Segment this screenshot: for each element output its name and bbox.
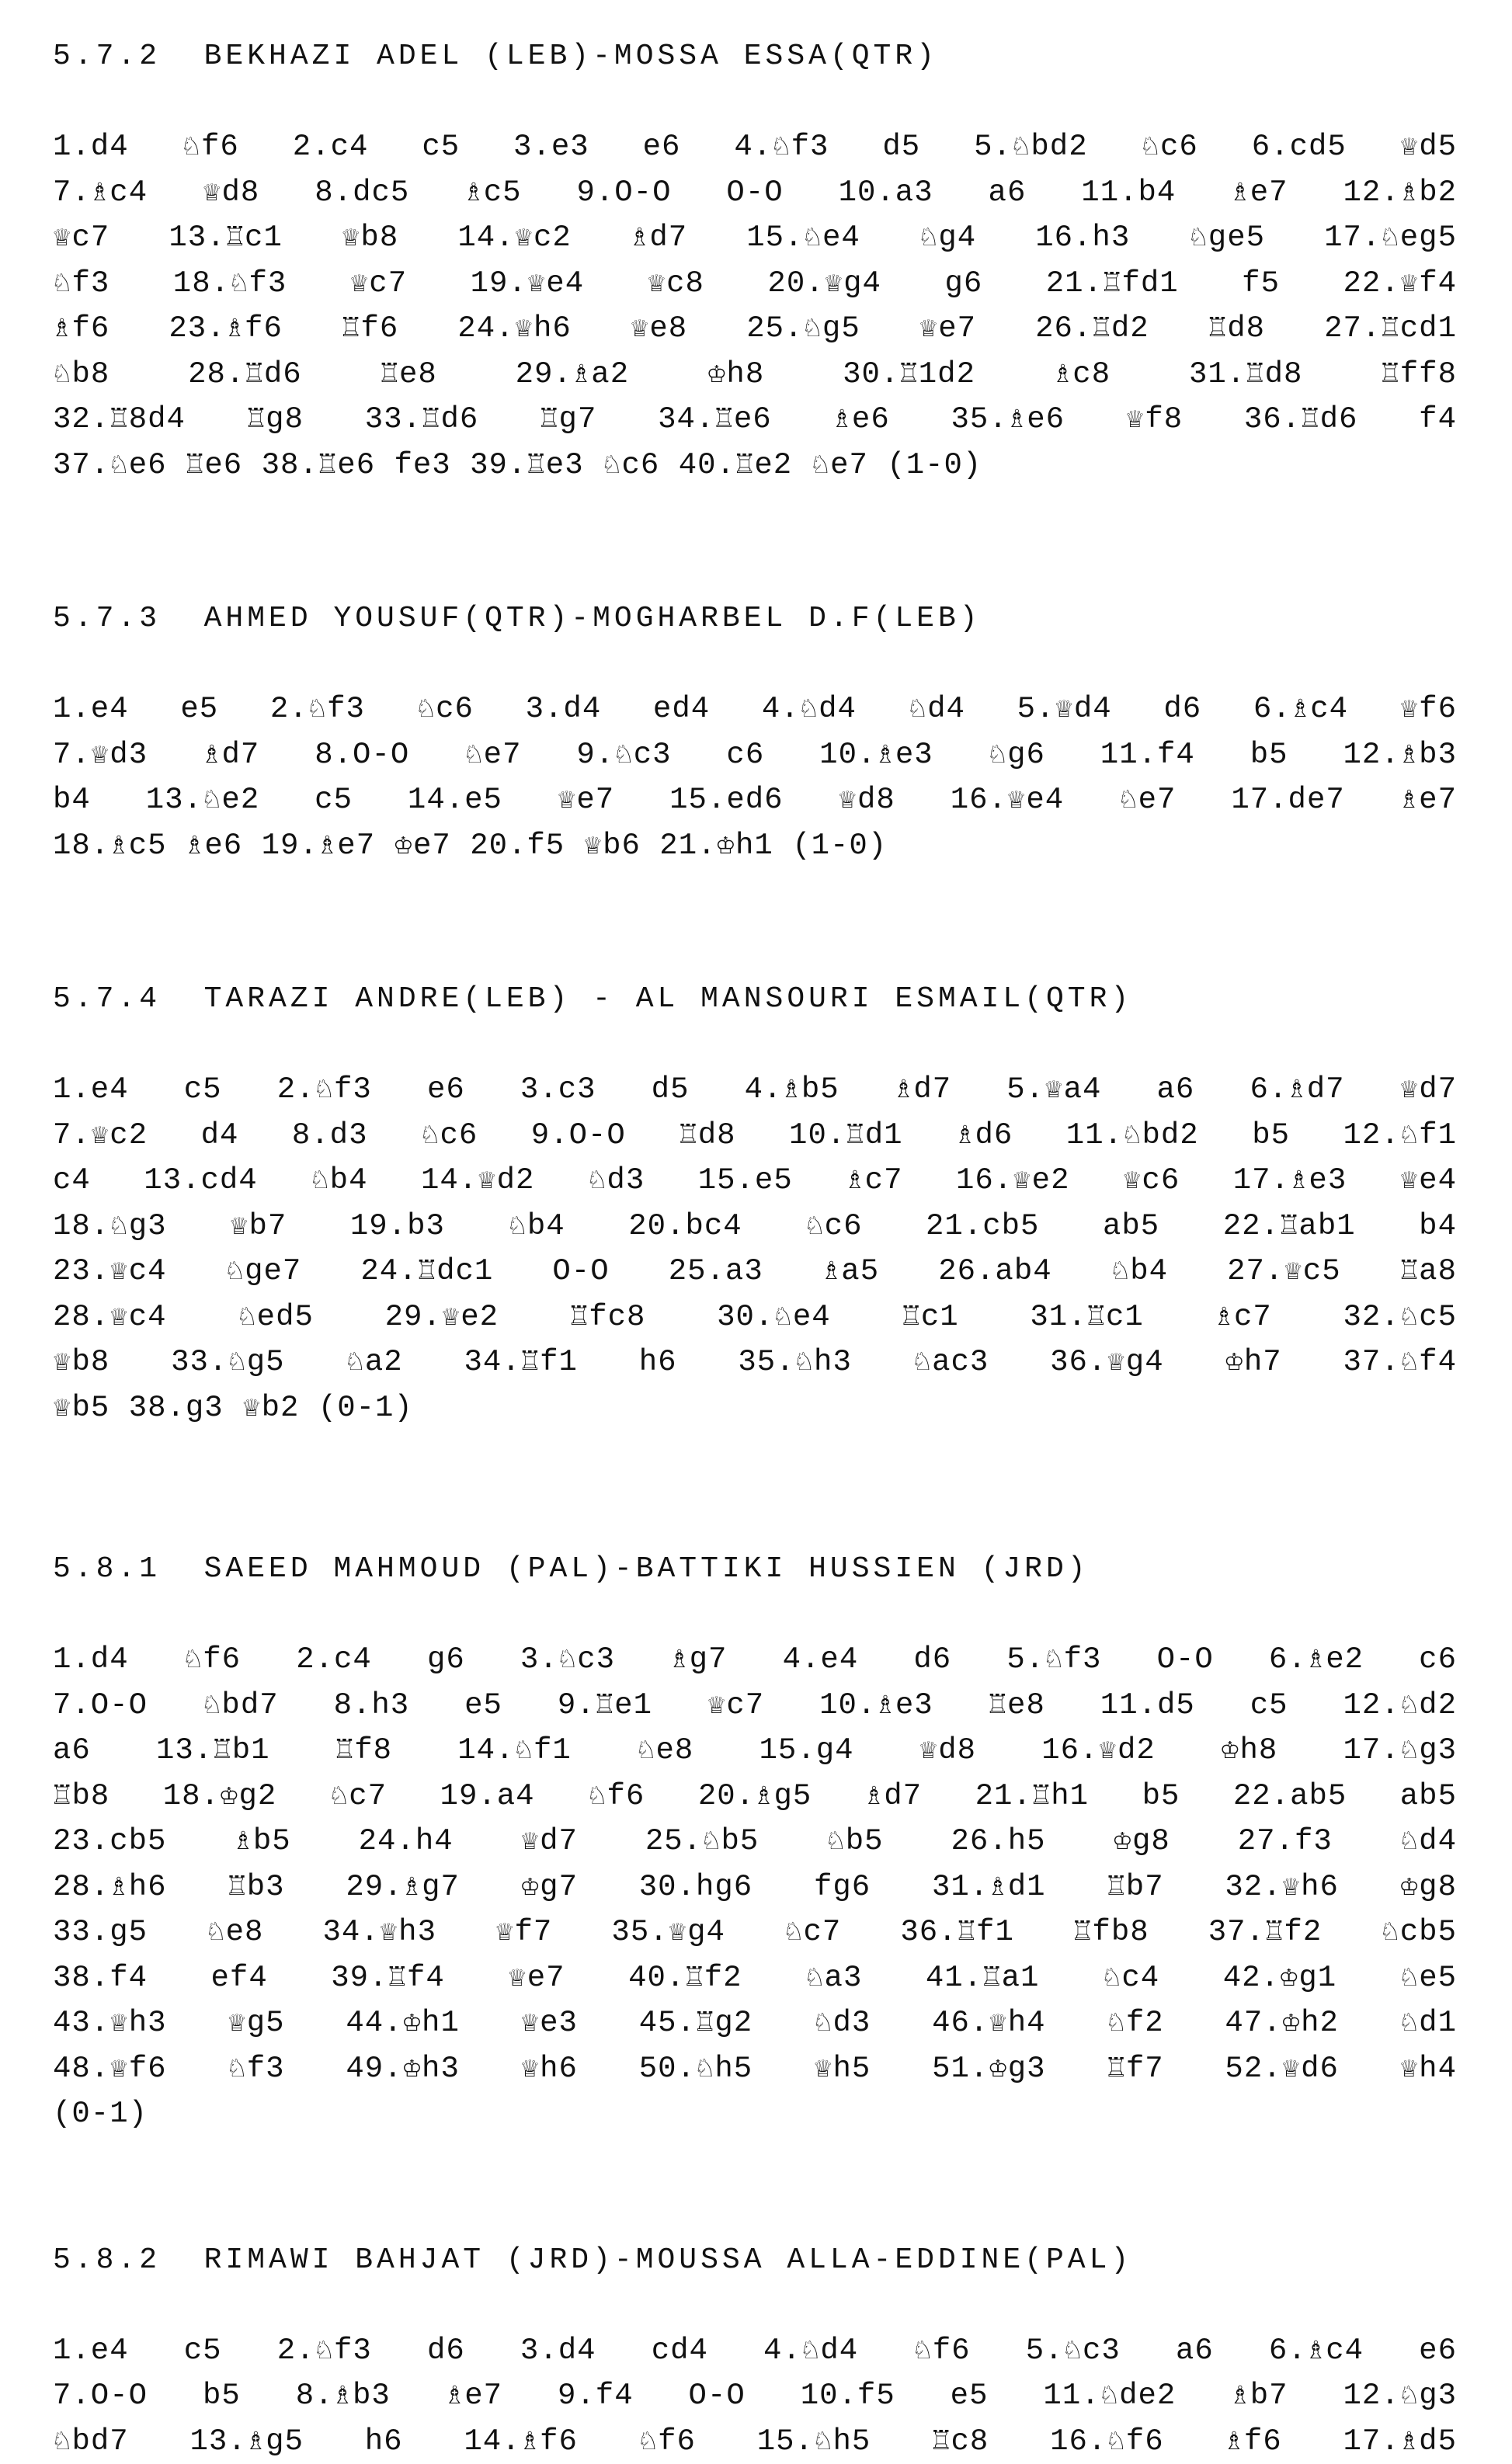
move-line: 7.♗c4 ♕d8 8.dc5 ♗c5 9.O-O O-O 10.a3 a6 11.b4 ♗e7 12.♗b2	[53, 170, 1457, 216]
move-line: 7.O-O ♘bd7 8.h3 e5 9.♖e1 ♕c7 10.♗e3 ♖e8 11.d5 c5 12.♘d2	[53, 1683, 1457, 1729]
move-line: ♘b8 28.♖d6 ♖e8 29.♗a2 ♔h8 30.♖1d2 ♗c8 31.♖d8 ♖ff8	[53, 352, 1457, 398]
move-line: c4 13.cd4 ♘b4 14.♕d2 ♘d3 15.e5 ♗c7 16.♕e2 ♕c6 17.♗e3 ♕e4	[53, 1158, 1457, 1204]
game-title: 5.7.4 TARAZI ANDRE(LEB) - AL MANSOURI ESMAIL(QTR)	[53, 977, 1457, 1022]
move-line: ♖b8 18.♔g2 ♘c7 19.a4 ♘f6 20.♗g5 ♗d7 21.♖h1 b5 22.ab5 ab5	[53, 1774, 1457, 1819]
game-record	[53, 977, 1457, 1430]
move-line: 37.♘e6 ♖e6 38.♖e6 fe3 39.♖e3 ♘c6 40.♖e2 ♘e7 (1-0)	[53, 443, 1457, 488]
document-page	[53, 34, 1457, 2464]
move-line: 18.♗c5 ♗e6 19.♗e7 ♔e7 20.f5 ♕b6 21.♔h1 (1-0)	[53, 823, 1457, 869]
game-title: 5.8.2 RIMAWI BAHJAT (JRD)-MOUSSA ALLA-EDDINE(PAL)	[53, 2238, 1457, 2283]
move-line: 7.♕d3 ♗d7 8.O-O ♘e7 9.♘c3 c6 10.♗e3 ♘g6 11.f4 b5 12.♗b3	[53, 732, 1457, 778]
move-line: 1.d4 ♘f6 2.c4 g6 3.♘c3 ♗g7 4.e4 d6 5.♘f3 O-O 6.♗e2 c6	[53, 1637, 1457, 1683]
move-line: b4 13.♘e2 c5 14.e5 ♕e7 15.ed6 ♕d8 16.♕e4 ♘e7 17.de7 ♗e7	[53, 777, 1457, 823]
move-line: 33.g5 ♘e8 34.♕h3 ♕f7 35.♕g4 ♘c7 36.♖f1 ♖fb8 37.♖f2 ♘cb5	[53, 1910, 1457, 1955]
move-line: 1.e4 e5 2.♘f3 ♘c6 3.d4 ed4 4.♘d4 ♘d4 5.♕d4 d6 6.♗c4 ♕f6	[53, 686, 1457, 732]
move-line: 7.♕c2 d4 8.d3 ♘c6 9.O-O ♖d8 10.♖d1 ♗d6 11.♘bd2 b5 12.♘f1	[53, 1113, 1457, 1159]
game-record	[53, 34, 1457, 488]
move-line: 23.♕c4 ♘ge7 24.♖dc1 O-O 25.a3 ♗a5 26.ab4 ♘b4 27.♕c5 ♖a8	[53, 1249, 1457, 1295]
game-title: 5.8.1 SAEED MAHMOUD (PAL)-BATTIKI HUSSIEN (JRD)	[53, 1547, 1457, 1592]
game-title: 5.7.3 AHMED YOUSUF(QTR)-MOGHARBEL D.F(LEB)	[53, 596, 1457, 641]
move-line: 1.d4 ♘f6 2.c4 c5 3.e3 e6 4.♘f3 d5 5.♘bd2 ♘c6 6.cd5 ♕d5	[53, 124, 1457, 170]
move-line: ♕b5 38.g3 ♕b2 (0-1)	[53, 1385, 1457, 1431]
move-line: 38.f4 ef4 39.♖f4 ♕e7 40.♖f2 ♘a3 41.♖a1 ♘c4 42.♔g1 ♘e5	[53, 1955, 1457, 2001]
game-record	[53, 2238, 1457, 2464]
game-record	[53, 596, 1457, 868]
move-line: 28.♗h6 ♖b3 29.♗g7 ♔g7 30.hg6 fg6 31.♗d1 ♖b7 32.♕h6 ♔g8	[53, 1865, 1457, 1910]
move-line: 18.♘g3 ♕b7 19.b3 ♘b4 20.bc4 ♘c6 21.cb5 ab5 22.♖ab1 b4	[53, 1204, 1457, 1249]
move-line: 32.♖8d4 ♖g8 33.♖d6 ♖g7 34.♖e6 ♗e6 35.♗e6 ♕f8 36.♖d6 f4	[53, 397, 1457, 443]
move-line: 28.♕c4 ♘ed5 29.♕e2 ♖fc8 30.♘e4 ♖c1 31.♖c1 ♗c7 32.♘c5	[53, 1295, 1457, 1340]
move-line: 23.cb5 ♗b5 24.h4 ♕d7 25.♘b5 ♘b5 26.h5 ♔g8 27.f3 ♘d4	[53, 1819, 1457, 1865]
move-line: a6 13.♖b1 ♖f8 14.♘f1 ♘e8 15.g4 ♕d8 16.♕d2 ♔h8 17.♘g3	[53, 1728, 1457, 1774]
move-line: ♘bd7 13.♗g5 h6 14.♗f6 ♘f6 15.♘h5 ♖c8 16.♘f6 ♗f6 17.♗d5	[53, 2419, 1457, 2464]
move-line: 1.e4 c5 2.♘f3 d6 3.d4 cd4 4.♘d4 ♘f6 5.♘c3 a6 6.♗c4 e6	[53, 2328, 1457, 2374]
game-title: 5.7.2 BEKHAZI ADEL (LEB)-MOSSA ESSA(QTR)	[53, 34, 1457, 79]
move-line: ♕c7 13.♖c1 ♕b8 14.♕c2 ♗d7 15.♘e4 ♘g4 16.h3 ♘ge5 17.♘eg5	[53, 215, 1457, 261]
move-line: ♘f3 18.♘f3 ♕c7 19.♕e4 ♕c8 20.♕g4 g6 21.♖fd1 f5 22.♕f4	[53, 261, 1457, 307]
move-line: 7.O-O b5 8.♗b3 ♗e7 9.f4 O-O 10.f5 e5 11.♘de2 ♗b7 12.♘g3	[53, 2373, 1457, 2419]
move-line: 1.e4 c5 2.♘f3 e6 3.c3 d5 4.♗b5 ♗d7 5.♕a4 a6 6.♗d7 ♕d7	[53, 1067, 1457, 1113]
game-record	[53, 1547, 1457, 2137]
move-line: 48.♕f6 ♘f3 49.♔h3 ♕h6 50.♘h5 ♕h5 51.♔g3 ♖f7 52.♕d6 ♕h4	[53, 2046, 1457, 2092]
move-line: 43.♕h3 ♕g5 44.♔h1 ♕e3 45.♖g2 ♘d3 46.♕h4 ♘f2 47.♔h2 ♘d1	[53, 2000, 1457, 2046]
move-line: ♕b8 33.♘g5 ♘a2 34.♖f1 h6 35.♘h3 ♘ac3 36.♕g4 ♔h7 37.♘f4	[53, 1340, 1457, 1385]
move-line: ♗f6 23.♗f6 ♖f6 24.♕h6 ♕e8 25.♘g5 ♕e7 26.♖d2 ♖d8 27.♖cd1	[53, 306, 1457, 352]
move-line: (0-1)	[53, 2091, 1457, 2137]
